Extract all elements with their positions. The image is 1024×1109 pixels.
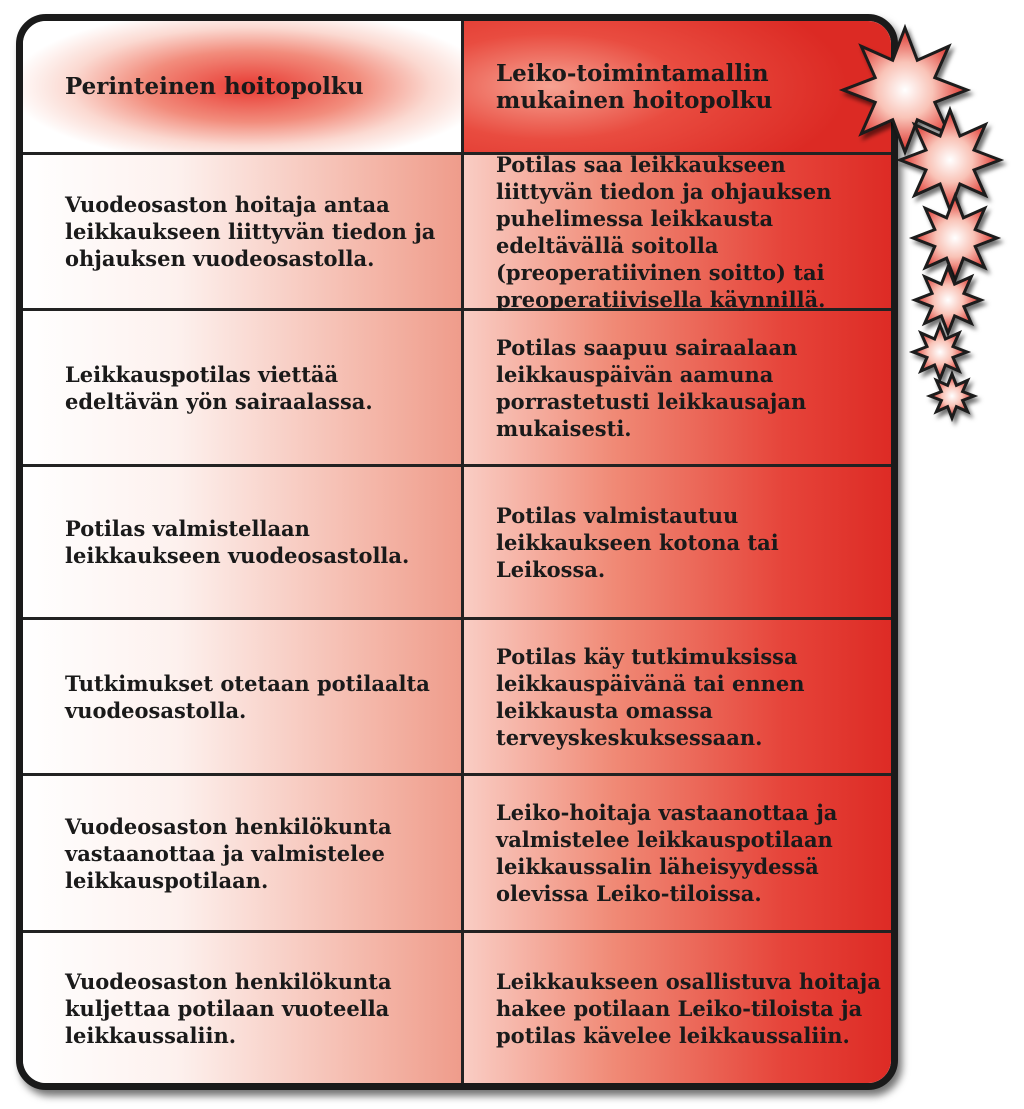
traditional-text: Vuodeosaston henkilökunta vastaanottaa ja valmistelee leikkauspotilaan.	[65, 813, 392, 893]
leiko-text: Potilas saapuu sairaalaan leikkauspäivän aamuna porrastetusti leikkausajan mukaisesti.	[496, 334, 807, 441]
traditional-cell	[23, 311, 461, 464]
star-icon	[930, 374, 974, 418]
leiko-cell	[464, 311, 891, 464]
leiko-cell	[464, 467, 891, 617]
leiko-text: Potilas saa leikkaukseen liittyvän tiedon ja ohjauksen puhelimessa leikkausta edeltävällä soitolla (preoperatiivinen soitto) tai preoperatiivisella käynnillä.	[496, 151, 832, 312]
header-traditional-label: Perinteinen hoitopolku	[65, 73, 364, 100]
header-traditional	[23, 21, 461, 152]
table-row	[23, 311, 891, 467]
traditional-cell	[23, 776, 461, 930]
star-icon	[913, 196, 997, 280]
leiko-text: Leikkaukseen osallistuva hoitaja hakee potilaan Leiko-tiloista ja potilas kävelee leikkaussaliin.	[496, 968, 881, 1048]
table-row	[23, 620, 891, 776]
star-icon	[915, 267, 981, 333]
traditional-cell	[23, 933, 461, 1083]
traditional-cell	[23, 620, 461, 773]
star-icon	[913, 325, 967, 379]
table-row	[23, 151, 891, 312]
leiko-text: Leiko-hoitaja vastaanottaa ja valmistelee leikkauspotilaan leikkaussalin läheisyydessä olevissa Leiko-tiloissa.	[496, 800, 838, 906]
traditional-text: Leikkauspotilas viettää edeltävän yön sairaalassa.	[65, 361, 373, 414]
traditional-text: Vuodeosaston hoitaja antaa leikkaukseen liittyvän tiedon ja ohjauksen vuodeosastolla.	[65, 192, 436, 271]
header-leiko-label: Leiko-toimintamallin mukainen hoitopolku	[496, 59, 773, 114]
header-leiko	[464, 21, 891, 152]
leiko-cell	[464, 933, 891, 1083]
traditional-text: Vuodeosaston henkilökunta kuljettaa potilaan vuoteella leikkaussaliin.	[65, 968, 392, 1048]
traditional-cell	[23, 467, 461, 617]
comparison-table	[16, 14, 898, 1090]
traditional-cell	[23, 155, 461, 308]
leiko-text: Potilas käy tutkimuksissa leikkauspäivänä tai ennen leikkausta omassa terveyskeskuksessaan.	[496, 643, 805, 750]
leiko-cell	[464, 776, 891, 930]
star-icon	[900, 110, 1000, 210]
leiko-cell	[464, 620, 891, 773]
table-row	[23, 467, 891, 620]
table-row	[23, 933, 891, 1083]
leiko-text: Potilas valmistautuu leikkaukseen kotona tai Leikossa.	[496, 502, 779, 582]
header-row	[23, 21, 891, 155]
traditional-text: Tutkimukset otetaan potilaalta vuodeosastolla.	[65, 670, 430, 723]
table-row	[23, 776, 891, 933]
traditional-text: Potilas valmistellaan leikkaukseen vuodeosastolla.	[65, 516, 410, 568]
leiko-cell	[464, 151, 891, 312]
